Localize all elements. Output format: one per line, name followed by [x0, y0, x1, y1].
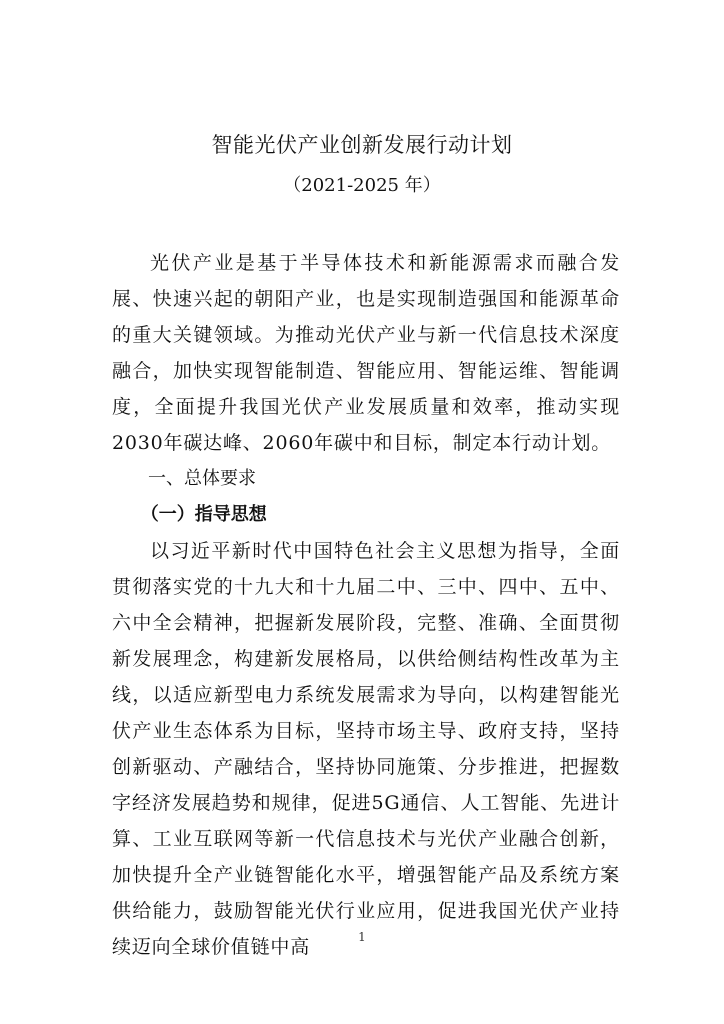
- page-number: 1: [358, 930, 366, 944]
- guiding-ideology-paragraph: 以习近平新时代中国特色社会主义思想为指导，全面贯彻落实党的十九大和十九届二中、三中、四中、五中、六中全会精神，把握新发展阶段，完整、准确、全面贯彻新发展理念，构建新发展格局，以供给侧结构性改革为主线，以适应新型电力系统发展需求为导向，以构建智能光伏产业生态体系为目标，坚持市场主导、政府支持，坚持创新驱动、产融结合，坚持协同施策、分步推进，把握数字经济发展趋势和规律，促进5G通信、人工智能、先进计算、工业互联网等新一代信息技术与光伏产业融合创新，加快提升全产业链智能化水平，增强智能产品及系统方案供给能力，鼓励智能光伏行业应用，促进我国光伏产业持续迈向全球价值链中高: [112, 540, 620, 958]
- document-body: [112, 245, 620, 965]
- document-subtitle: （2021-2025 年）: [283, 175, 441, 196]
- document-title: 智能光伏产业创新发展行动计划: [211, 133, 513, 157]
- intro-paragraph: 光伏产业是基于半导体技术和新能源需求而融合发展、快速兴起的朝阳产业，也是实现制造强国和能源革命的重大关键领域。为推动光伏产业与新一代信息技术深度融合，加快实现智能制造、智能应用、智能运维、智能调度，全面提升我国光伏产业发展质量和效率，推动实现2030年碳达峰、2060年碳中和目标，制定本行动计划。: [112, 252, 620, 454]
- subsection-heading: （一）指导思想: [140, 504, 267, 525]
- section-heading: 一、总体要求: [148, 468, 256, 489]
